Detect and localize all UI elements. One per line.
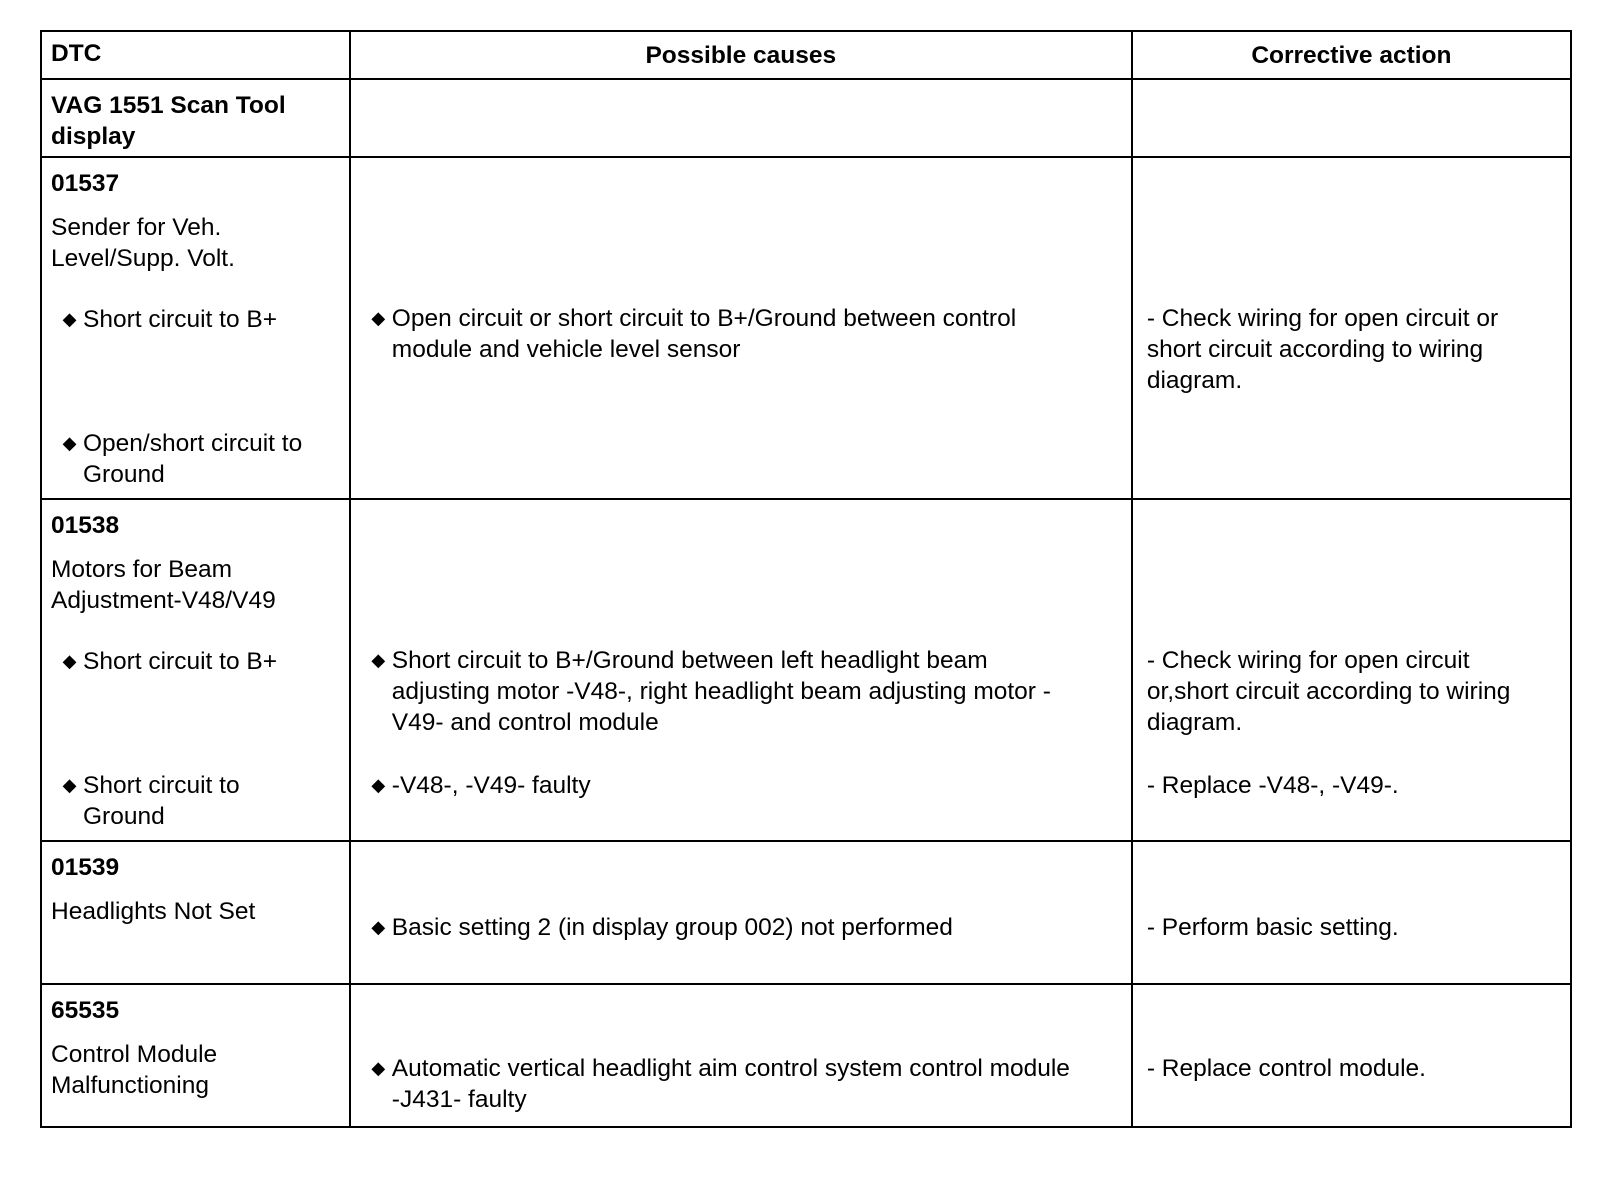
dtc-name: Control Module Malfunctioning [51,1041,218,1099]
diamond-bullet-icon: ◆ [62,651,77,671]
diamond-bullet-icon: ◆ [371,308,386,328]
dtc-table [40,30,1572,1128]
header-possible-causes: Possible causes [350,31,1132,79]
dtc-name: Sender for Veh. Level/Supp. Volt. [51,214,235,272]
dtc-code: 65535 [51,997,120,1024]
action-text: - Replace control module. [1146,1055,1426,1082]
action-cell [1132,841,1571,984]
action-text: - Check wiring for open circuit or short circuit according to wiring diagram. [1146,305,1499,394]
diamond-bullet-icon: ◆ [62,309,77,329]
action-text: - Replace -V48-, -V49-. [1146,772,1399,799]
dtc-cell [41,984,350,1127]
causes-cell [350,499,1132,841]
cause-item: ◆ Automatic vertical headlight aim control system control module -J431- faulty [365,1053,1085,1115]
diamond-bullet-icon: ◆ [371,1058,386,1078]
table-row [41,841,1571,984]
cause-item: ◆ Open circuit or short circuit to B+/Ground between control module and vehicle level sensor [365,303,1085,365]
cause-item: ◆ Basic setting 2 (in display group 002) not performed [365,912,1085,943]
dtc-cell [41,157,350,499]
causes-cell [350,157,1132,499]
subheader-row [41,79,1571,157]
cause-item: ◆ -V48-, -V49- faulty [365,770,1085,801]
dtc-code: 01538 [51,512,120,539]
table-row [41,984,1571,1127]
diamond-bullet-icon: ◆ [62,433,77,453]
dtc-name: Headlights Not Set [51,898,256,925]
action-cell [1132,499,1571,841]
action-cell [1132,157,1571,499]
scan-tool-label: VAG 1551 Scan Tool display [51,92,286,150]
action-text: - Check wiring for open circuit or,short circuit according to wiring diagram. [1146,647,1511,736]
table-row [41,157,1571,499]
action-cell [1132,984,1571,1127]
header-scan-tool [41,79,350,157]
causes-cell [350,984,1132,1127]
subheader-empty-action [1132,79,1571,157]
condition-item: ◆ Short circuit to B+ [56,304,316,335]
condition-item: ◆ Short circuit to B+ [56,646,316,677]
causes-cell [350,841,1132,984]
condition-item: ◆ Short circuit to Ground [56,770,296,832]
table-row [41,499,1571,841]
header-corrective-action: Corrective action [1132,31,1571,79]
diamond-bullet-icon: ◆ [62,775,77,795]
dtc-cell [41,841,350,984]
diamond-bullet-icon: ◆ [371,917,386,937]
dtc-name: Motors for Beam Adjustment-V48/V49 [51,556,276,614]
diamond-bullet-icon: ◆ [371,650,386,670]
dtc-code: 01537 [51,170,120,197]
action-text: - Perform basic setting. [1146,914,1399,941]
subheader-empty-causes [350,79,1132,157]
diamond-bullet-icon: ◆ [371,775,386,795]
cause-item: ◆ Short circuit to B+/Ground between left headlight beam adjusting motor -V48-, right headlight beam adjusting motor -V49- and control module [365,645,1085,738]
header-dtc: DTC [41,31,350,79]
dtc-code: 01539 [51,854,120,881]
condition-item: ◆ Open/short circuit to Ground [56,428,316,490]
header-row [41,31,1571,79]
dtc-cell [41,499,350,841]
